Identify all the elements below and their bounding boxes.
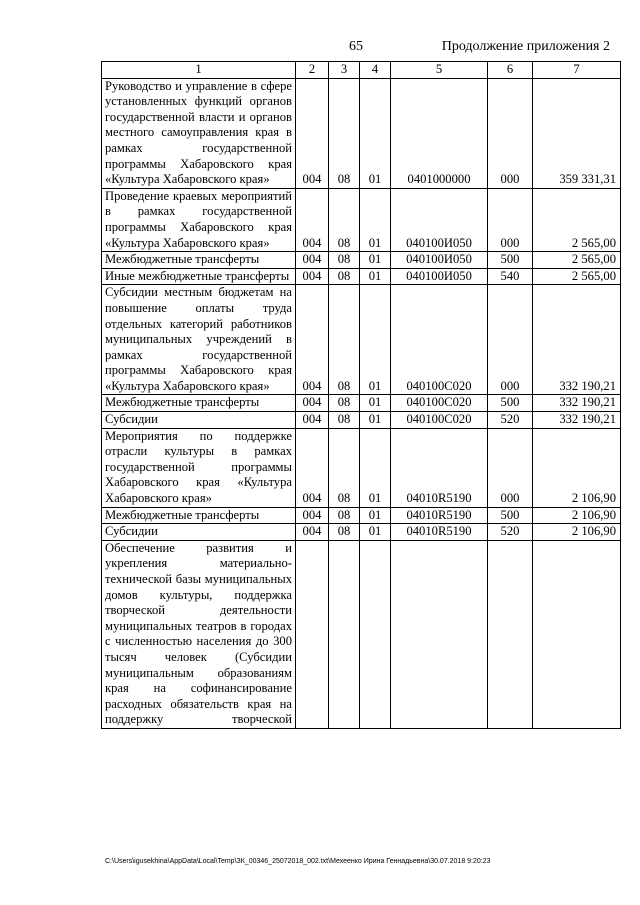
cell-amount: 2 565,00	[533, 268, 621, 285]
cell-expense-type: 540	[488, 268, 533, 285]
cell-expense-type: 000	[488, 188, 533, 251]
cell-amount: 2 565,00	[533, 252, 621, 269]
cell-expense-type: 500	[488, 507, 533, 524]
cell-amount: 2 106,90	[533, 507, 621, 524]
cell-target-article: 040100И050	[391, 252, 488, 269]
cell-expense-type: 520	[488, 412, 533, 429]
cell-target-article: 040100С020	[391, 412, 488, 429]
cell-subsection	[360, 540, 391, 728]
column-header: 1	[102, 62, 296, 79]
table-row	[102, 78, 621, 188]
cell-amount: 332 190,21	[533, 395, 621, 412]
cell-subsection: 01	[360, 268, 391, 285]
table-row	[102, 188, 621, 251]
column-header: 3	[329, 62, 360, 79]
cell-section: 08	[329, 188, 360, 251]
cell-subsection: 01	[360, 188, 391, 251]
cell-ministry: 004	[296, 188, 329, 251]
cell-ministry: 004	[296, 524, 329, 541]
row-name: Иные межбюджетные трансферты	[102, 268, 296, 285]
cell-section: 08	[329, 268, 360, 285]
cell-ministry: 004	[296, 507, 329, 524]
row-name: Межбюджетные трансферты	[102, 395, 296, 412]
cell-ministry: 004	[296, 412, 329, 429]
table-row	[102, 412, 621, 429]
cell-target-article: 04010R5190	[391, 524, 488, 541]
cell-amount: 332 190,21	[533, 285, 621, 395]
cell-target-article: 040100И050	[391, 268, 488, 285]
cell-target-article: 04010R5190	[391, 507, 488, 524]
table-row	[102, 252, 621, 269]
cell-amount: 359 331,31	[533, 78, 621, 188]
cell-target-article: 0401000000	[391, 78, 488, 188]
cell-subsection: 01	[360, 285, 391, 395]
table-row	[102, 285, 621, 395]
cell-ministry: 004	[296, 428, 329, 507]
cell-expense-type: 000	[488, 285, 533, 395]
row-name: Проведение краевых мероприятий в рамках государственной программы Хабаровского края «Культура Хабаровского края»	[102, 188, 296, 251]
cell-subsection: 01	[360, 252, 391, 269]
cell-subsection: 01	[360, 412, 391, 429]
table-row	[102, 395, 621, 412]
cell-expense-type: 000	[488, 428, 533, 507]
cell-subsection: 01	[360, 524, 391, 541]
cell-section: 08	[329, 524, 360, 541]
row-name: Обеспечение развития и укрепления материально-технической базы муниципальных домов культуры, поддержка творческой деятельности муниципальных театров в городах с численностью населения до 300 тысяч человек (Субсидии муниципальным образованиям края на софинансирование расходных обязательств края на поддержку творческой	[102, 540, 296, 728]
cell-target-article: 04010R5190	[391, 428, 488, 507]
column-header: 2	[296, 62, 329, 79]
cell-ministry: 004	[296, 252, 329, 269]
table-row	[102, 540, 621, 728]
column-header: 5	[391, 62, 488, 79]
cell-expense-type: 520	[488, 524, 533, 541]
row-name: Межбюджетные трансферты	[102, 252, 296, 269]
row-name: Руководство и управление в сфере установленных функций органов государственной власти и органов местного самоуправления края в рамках государственной программы Хабаровского края «Культура Хабаровского края»	[102, 78, 296, 188]
column-header: 6	[488, 62, 533, 79]
row-name: Субсидии	[102, 524, 296, 541]
cell-subsection: 01	[360, 507, 391, 524]
cell-expense-type: 000	[488, 78, 533, 188]
cell-expense-type: 500	[488, 395, 533, 412]
cell-subsection: 01	[360, 395, 391, 412]
cell-amount: 2 565,00	[533, 188, 621, 251]
cell-section: 08	[329, 412, 360, 429]
table-row	[102, 428, 621, 507]
table-row	[102, 524, 621, 541]
cell-target-article	[391, 540, 488, 728]
cell-section: 08	[329, 78, 360, 188]
row-name: Субсидии	[102, 412, 296, 429]
cell-section: 08	[329, 428, 360, 507]
table-header-row	[102, 62, 621, 79]
appendix-caption: Продолжение приложения 2	[441, 39, 610, 54]
cell-ministry: 004	[296, 78, 329, 188]
table-row	[102, 507, 621, 524]
cell-ministry: 004	[296, 395, 329, 412]
row-name: Межбюджетные трансферты	[102, 507, 296, 524]
cell-amount	[533, 540, 621, 728]
cell-section: 08	[329, 285, 360, 395]
cell-target-article: 040100С020	[391, 395, 488, 412]
cell-subsection: 01	[360, 428, 391, 507]
cell-subsection: 01	[360, 78, 391, 188]
column-header: 7	[533, 62, 621, 79]
table-row	[102, 268, 621, 285]
cell-target-article: 040100С020	[391, 285, 488, 395]
cell-ministry: 004	[296, 268, 329, 285]
budget-table	[101, 61, 621, 729]
cell-ministry	[296, 540, 329, 728]
column-header: 4	[360, 62, 391, 79]
row-name: Мероприятия по поддержке отрасли культуры в рамках государственной программы Хабаровского края «Культура Хабаровского края»	[102, 428, 296, 507]
cell-section: 08	[329, 252, 360, 269]
cell-section	[329, 540, 360, 728]
cell-expense-type	[488, 540, 533, 728]
cell-amount: 2 106,90	[533, 524, 621, 541]
footer-file-path: C:\Users\igusekhina\AppData\Local\Temp\ЗК_00346_25072018_002.txt\Мехеенко Ирина Геннадьевна\30.07.2018 9:20:23	[105, 858, 491, 865]
page-number: 65	[349, 39, 363, 54]
cell-section: 08	[329, 395, 360, 412]
cell-ministry: 004	[296, 285, 329, 395]
cell-section: 08	[329, 507, 360, 524]
cell-expense-type: 500	[488, 252, 533, 269]
row-name: Субсидии местным бюджетам на повышение оплаты труда отдельных категорий работников муниципальных учреждений в рамках государственной программы Хабаровского края «Культура Хабаровского края»	[102, 285, 296, 395]
cell-target-article: 040100И050	[391, 188, 488, 251]
cell-amount: 2 106,90	[533, 428, 621, 507]
cell-amount: 332 190,21	[533, 412, 621, 429]
